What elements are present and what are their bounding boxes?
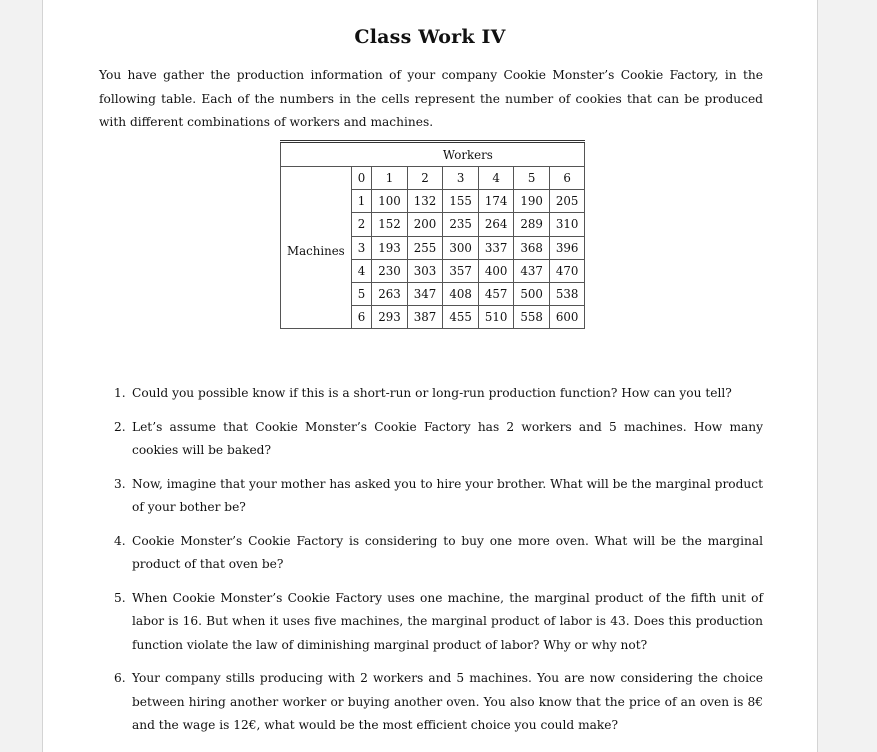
question-text: Now, imagine that your mother has asked you to hire your brother. What will be the marginal product of your bother be? (132, 476, 763, 514)
output-cell: 152 (372, 213, 408, 236)
output-cell: 193 (372, 236, 408, 259)
question-text: Could you possible know if this is a short-run or long-run production function? How can you tell? (132, 386, 732, 400)
output-cell: 174 (478, 190, 514, 213)
output-cell: 337 (478, 236, 514, 259)
machine-count-cell: 1 (351, 190, 372, 213)
question-text: Let’s assume that Cookie Monster’s Cookie Factory has 2 workers and 5 machines. How many cookies will be baked? (132, 419, 763, 457)
output-cell: 303 (407, 259, 443, 282)
page-title: Class Work IV (354, 26, 506, 48)
output-cell: 263 (372, 282, 408, 305)
output-cell: 205 (549, 190, 585, 213)
worker-count-cell: 1 (372, 167, 408, 190)
output-cell: 457 (478, 282, 514, 305)
output-cell: 387 (407, 306, 443, 329)
output-cell: 100 (372, 190, 408, 213)
worker-count-row (281, 167, 585, 190)
machine-count-cell: 3 (351, 236, 372, 259)
output-cell: 455 (443, 306, 479, 329)
question-item (114, 530, 763, 577)
output-cell: 357 (443, 259, 479, 282)
worker-count-cell: 2 (407, 167, 443, 190)
question-item (114, 473, 763, 520)
output-cell: 347 (407, 282, 443, 305)
document-page (42, 0, 818, 752)
machine-count-cell: 4 (351, 259, 372, 282)
output-cell: 200 (407, 213, 443, 236)
question-text: When Cookie Monster’s Cookie Factory uses one machine, the marginal product of the fifth unit of labor is 16. But when it uses five machines, the marginal product of labor is 43. Does this production function violate the law of diminishing marginal product of labor? Why or why not? (132, 590, 763, 652)
output-cell: 408 (443, 282, 479, 305)
output-cell: 264 (478, 213, 514, 236)
question-number: 5. (114, 590, 126, 605)
output-cell: 293 (372, 306, 408, 329)
question-item (114, 667, 763, 738)
question-number: 2. (114, 419, 126, 434)
table-corner-cell (281, 142, 352, 167)
output-cell: 190 (514, 190, 550, 213)
output-cell: 132 (407, 190, 443, 213)
question-item (114, 382, 763, 406)
output-cell: 310 (549, 213, 585, 236)
workers-label: Workers (351, 142, 585, 167)
output-cell: 538 (549, 282, 585, 305)
question-item (114, 587, 763, 658)
worker-count-cell: 6 (549, 167, 585, 190)
question-text: Your company stills producing with 2 workers and 5 machines. You are now considering the choice between hiring another worker or buying another oven. You also know that the price of an oven is 8€ and the wage is 12€, what would be the most efficient choice you could make? (132, 671, 763, 732)
production-table (280, 140, 585, 329)
machines-label: Machines (281, 167, 352, 329)
output-cell: 396 (549, 236, 585, 259)
question-text: Cookie Monster’s Cookie Factory is considering to buy one more oven. What will be the marginal product of that oven be? (132, 533, 763, 571)
output-cell: 289 (514, 213, 550, 236)
output-cell: 600 (549, 306, 585, 329)
question-number: 1. (114, 386, 126, 400)
output-cell: 510 (478, 306, 514, 329)
question-list (114, 382, 763, 738)
worker-count-cell: 5 (514, 167, 550, 190)
worker-count-cell: 4 (478, 167, 514, 190)
output-cell: 470 (549, 259, 585, 282)
output-cell: 155 (443, 190, 479, 213)
worker-count-cell: 0 (351, 167, 372, 190)
table-header-row (281, 142, 585, 167)
output-cell: 400 (478, 259, 514, 282)
output-cell: 437 (514, 259, 550, 282)
question-item (114, 416, 763, 463)
machine-count-cell: 5 (351, 282, 372, 305)
machine-count-cell: 2 (351, 213, 372, 236)
question-number: 4. (114, 533, 126, 548)
question-number: 6. (114, 671, 126, 685)
output-cell: 230 (372, 259, 408, 282)
output-cell: 500 (514, 282, 550, 305)
output-cell: 558 (514, 306, 550, 329)
output-cell: 300 (443, 236, 479, 259)
machine-count-cell: 6 (351, 306, 372, 329)
output-cell: 255 (407, 236, 443, 259)
worker-count-cell: 3 (443, 167, 479, 190)
output-cell: 235 (443, 213, 479, 236)
intro-paragraph: You have gather the production information of your company Cookie Monster’s Cookie Factory, in the following table. Each of the numbers in the cells represent the number of cookies that can be produced with different combinations of workers and machines. (99, 68, 763, 129)
question-number: 3. (114, 476, 126, 491)
output-cell: 368 (514, 236, 550, 259)
